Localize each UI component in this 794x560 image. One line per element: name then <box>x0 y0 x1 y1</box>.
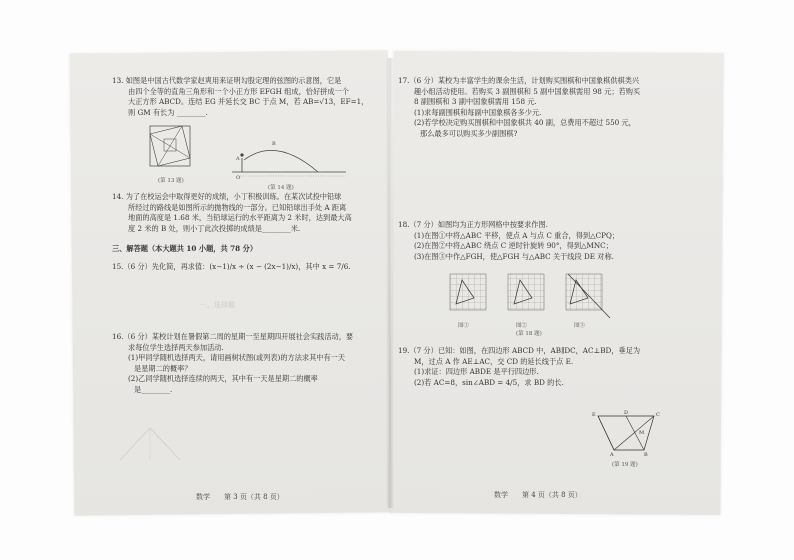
grid-2 <box>508 274 544 310</box>
q19-figure <box>592 410 666 458</box>
q14-line: 地面的高度是 1.68 米，当铅球运行的水平距离为 2 米时，达到最大高 <box>128 213 352 222</box>
q18-caption: (第 18 题) <box>516 331 542 337</box>
q14-line: 14. 为了在校运会中取得更好的成绩，小丁积极训练。在某次试投中铅球 <box>112 192 342 201</box>
bleed-through-text: 一、选择题 <box>200 301 235 309</box>
question-17 <box>398 76 640 139</box>
q18-line: 18.（7 分）如图均为正方形网格中按要求作图. <box>398 220 548 229</box>
question-13 <box>112 76 368 118</box>
q18-line: (2)在图②中将△ABC 绕点 C 逆时针旋转 90°，得到△MNC； <box>414 241 613 250</box>
q19-label-m: M <box>639 430 645 436</box>
grid-1 <box>450 274 486 310</box>
q17-line: 趣小组活动使用。若购买 3 副围棋和 5 副中国象棋需用 98 元；若购买 <box>414 86 641 96</box>
question-18 <box>398 220 619 262</box>
q17-line: 8 副围棋和 3 副中国象棋需用 158 元. <box>414 97 537 106</box>
q19-caption: (第 19 题) <box>612 462 638 468</box>
q14-figure <box>228 140 348 180</box>
question-16 <box>112 332 353 395</box>
q18-fig2-caption: 图② <box>516 323 528 329</box>
q18-fig3-caption: 图③ <box>574 323 586 329</box>
right-page-footer: 数学 第 4 页（共 8 页） <box>494 491 582 499</box>
page-fold <box>386 58 394 508</box>
q13-caption: (第 13 题) <box>158 178 184 184</box>
q16-line: 是________. <box>134 384 173 394</box>
q14-label-b: B <box>272 141 276 147</box>
question-14 <box>112 192 352 234</box>
q19-label-d: D <box>624 410 629 416</box>
question-19 <box>398 346 640 388</box>
q16-line: (1)甲同学随机选择两天，请用画树状图(或列表)的方法求其中有一天 <box>128 353 346 362</box>
q18-figures <box>450 272 620 320</box>
q17-line: 17.（6 分）某校为丰富学生的课余生活，计划购买围棋和中国象棋供棋类兴 <box>398 76 640 85</box>
q19-line: (2)若 AC=8，sin∠ABD = 4/5，求 BD 的长. <box>414 377 564 387</box>
q16-line: 求每位学生选择两天参加活动. <box>128 342 224 352</box>
left-page-footer: 数学 第 3 页（共 8 页） <box>196 493 284 501</box>
q13-line: 13. 如图是中国古代数学家赵爽用来证明勾股定理的弦图的示意图，它是 <box>112 76 342 85</box>
q17-line: (1)求每副围棋和每副中国象棋各多少元. <box>414 107 542 117</box>
section-3-heading: 三、解答题（本大题共 10 小题，共 78 分） <box>112 244 258 253</box>
question-15: 15.（6 分）先化简，再求值：(x−1)/x ÷ (x − (2x−1)/x)，其中 x = 7/6. <box>112 262 351 271</box>
q19-line: 19.（7 分）已知：如图，在四边形 ABCD 中，AB∥DC，AC⊥BD，垂足为 <box>398 346 641 355</box>
q16-line: 是星期二的概率？ <box>134 363 192 373</box>
q18-fig1-caption: 图① <box>458 323 470 329</box>
q17-line: 那么最多可以购买多少副围棋? <box>420 128 518 138</box>
q16-line: 16.（6 分）某校计划在暑假第二周的星期一至星期四开展社会实践活动，要 <box>112 332 354 341</box>
q13-figure <box>146 122 196 172</box>
q17-line: (2)若学校决定购买围棋和中国象棋共 40 副，总费用不超过 550 元， <box>414 118 636 127</box>
q13-line: 则 GM 有长为 ________. <box>128 107 208 117</box>
q14-label-o: O <box>236 175 241 181</box>
q19-label-b: B <box>644 452 648 458</box>
q13-line: 大正方形 ABCD。连结 EG 并延长交 BC 于点 M，若 AB=√13，EF=1， <box>128 97 369 106</box>
q13-line: 由四个全等的直角三角形和一个小正方形 EFGH 组成，恰好拼成一个 <box>128 86 349 96</box>
q19-label-c: C <box>656 412 660 418</box>
q19-line: M，过点 A 作 AE⊥AC，交 CD 的延长线于点 E. <box>414 356 574 366</box>
q14-line: 度 2 米的 B 处，则小丁此次投掷的成绩是________米. <box>128 223 301 233</box>
q18-line: (3)在图③中作△FGH，使△FGH 与△ABC 关于线段 DE 对称. <box>414 251 614 261</box>
q19-label-a: A <box>610 452 614 458</box>
q14-caption: (第 14 题) <box>268 185 294 191</box>
bleed-through-figure <box>110 420 190 470</box>
q19-line: (1)求证：四边形 ABDE 是平行四边形. <box>414 367 539 376</box>
q19-label-e: E <box>592 412 596 418</box>
q18-line: (1)在图①中将△ABC 平移，使点 A 与点 C 重合，得到△CPQ； <box>414 230 620 240</box>
q16-line: (2)乙同学随机选择连续的两天，其中有一天是星期二的概率 <box>128 374 318 383</box>
q14-label-a: A <box>236 156 240 162</box>
q14-line: 所经过的路线是如图所示的抛物线的一部分。已知铅球出手处 A 距离 <box>128 202 347 212</box>
